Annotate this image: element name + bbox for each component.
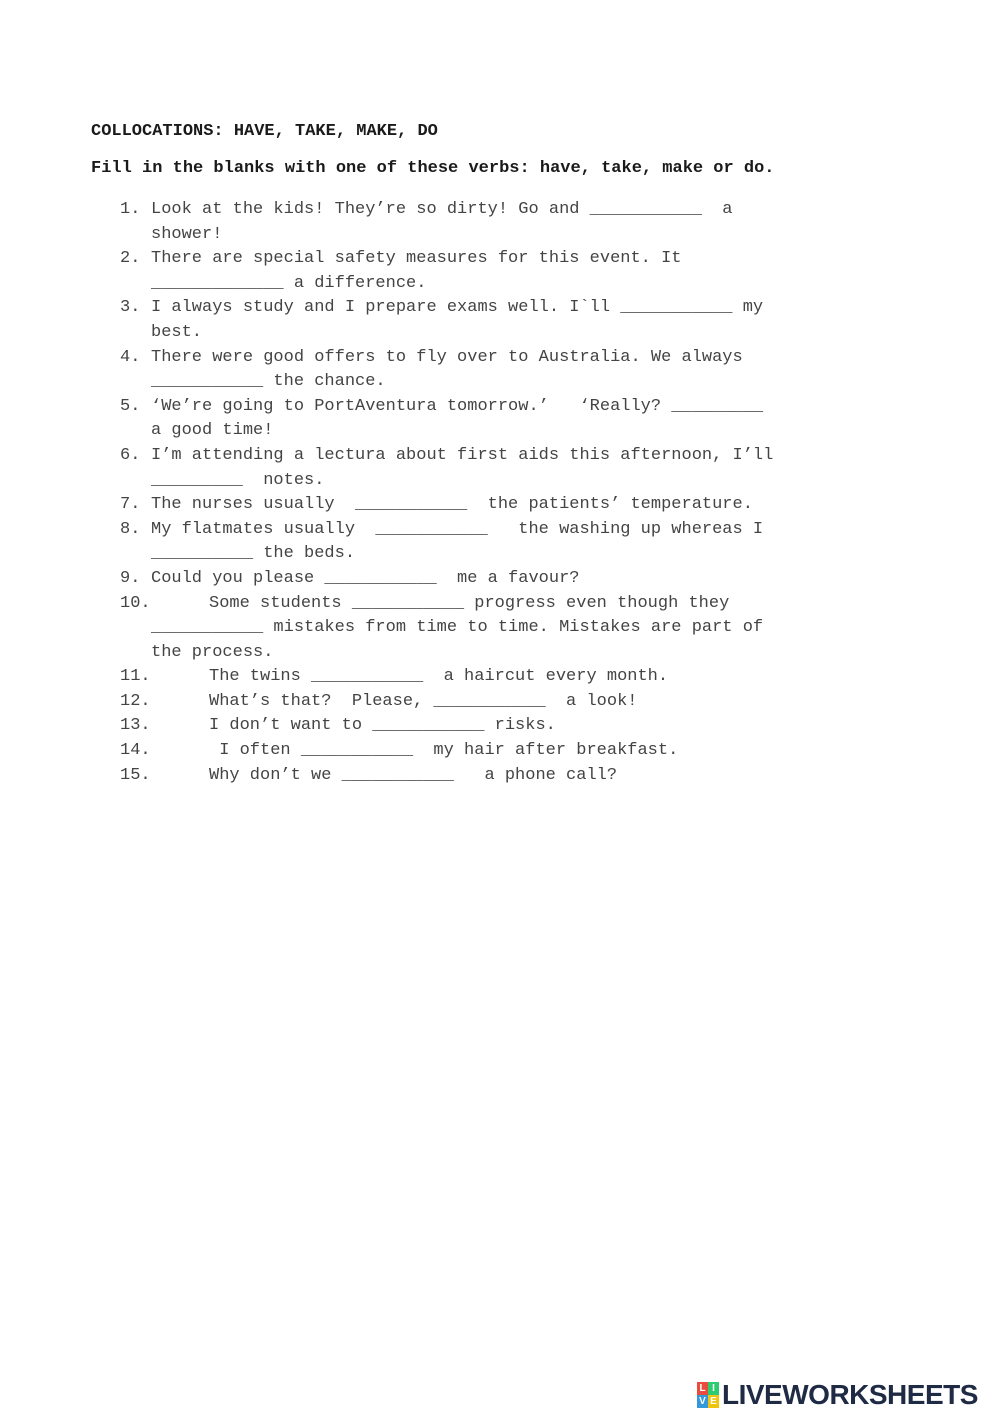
exercise-item	[0, 690, 1000, 715]
exercise-item	[0, 567, 1000, 592]
exercise-text-line: I’m attending a lectura about first aids this afternoon, I’ll	[151, 445, 774, 465]
exercise-item	[0, 493, 1000, 518]
exercise-text-line: I often ___________ my hair after breakfast.	[209, 741, 679, 761]
exercise-text-line: Look at the kids! They’re so dirty! Go and ___________ a	[151, 200, 733, 219]
exercise-number: 5.	[120, 396, 141, 416]
liveworksheets-logo	[697, 1380, 978, 1410]
worksheet-title: COLLOCATIONS: HAVE, TAKE, MAKE, DO	[91, 122, 438, 141]
exercise-item	[0, 714, 1000, 739]
exercise-item	[0, 665, 1000, 690]
exercise-text-line: ___________ mistakes from time to time. Mistakes are part of	[151, 618, 764, 638]
exercise-number: 9.	[120, 568, 141, 588]
exercise-number: 14.	[120, 741, 151, 761]
exercise-number: 7.	[120, 495, 141, 515]
exercise-text-line: The nurses usually ___________ the patients’ temperature.	[151, 495, 753, 515]
exercise-item	[0, 444, 1000, 493]
exercise-text-line: the process.	[151, 642, 274, 662]
worksheet-instruction: Fill in the blanks with one of these verbs: have, take, make or do.	[91, 159, 775, 178]
exercise-text-line: shower!	[151, 224, 223, 244]
exercise-number: 4.	[120, 347, 141, 367]
exercise-number: 13.	[120, 716, 151, 736]
exercise-item	[0, 296, 1000, 345]
exercise-text-line: There are special safety measures for this event. It	[151, 249, 682, 269]
exercise-text-line: What’s that? Please, ___________ a look!	[209, 691, 638, 711]
exercise-item	[0, 198, 1000, 247]
logo-icon-tile: E	[708, 1395, 719, 1408]
exercise-number: 6.	[120, 445, 141, 465]
exercise-number: 11.	[120, 667, 151, 687]
exercise-number: 12.	[120, 691, 151, 711]
exercise-text-line: ‘We’re going to PortAventura tomorrow.’ ‘Really? _________	[151, 396, 764, 416]
exercise-item	[0, 592, 1000, 666]
exercise-list	[0, 198, 1000, 788]
exercise-item	[0, 247, 1000, 296]
logo-icon-tile: L	[697, 1382, 708, 1395]
exercise-text-line: _____________ a difference.	[151, 273, 427, 293]
exercise-text-line: Some students ___________ progress even though they	[209, 593, 730, 613]
exercise-text-line: I always study and I prepare exams well. I`ll ___________ my	[151, 298, 764, 318]
exercise-number: 15.	[120, 765, 151, 785]
logo-icon-tile: I	[708, 1382, 719, 1395]
exercise-item	[0, 518, 1000, 567]
exercise-text-line: Why don’t we ___________ a phone call?	[209, 765, 618, 785]
exercise-text-line: ___________ the chance.	[151, 372, 386, 392]
exercise-text-line: I don’t want to ___________ risks.	[209, 716, 556, 736]
exercise-text-line: best.	[151, 322, 203, 342]
exercise-text-line: My flatmates usually ___________ the washing up whereas I	[151, 519, 764, 539]
exercise-number: 1.	[120, 200, 141, 219]
exercise-item	[0, 739, 1000, 764]
logo-icon-tile: V	[697, 1395, 708, 1408]
liveworksheets-logo-icon	[697, 1382, 719, 1408]
exercise-text-line: __________ the beds.	[151, 544, 356, 564]
exercise-number: 2.	[120, 249, 141, 269]
exercise-item	[0, 395, 1000, 444]
logo-text: LIVEWORKSHEETS	[722, 1379, 978, 1410]
exercise-text-line: a good time!	[151, 421, 274, 441]
exercise-text-line: Could you please ___________ me a favour?	[151, 568, 580, 588]
exercise-text-line: _________ notes.	[151, 470, 325, 490]
exercise-item	[0, 764, 1000, 789]
exercise-item	[0, 346, 1000, 395]
exercise-number: 3.	[120, 298, 141, 318]
exercise-text-line: There were good offers to fly over to Australia. We always	[151, 347, 743, 367]
exercise-number: 8.	[120, 519, 141, 539]
exercise-number: 10.	[120, 593, 151, 613]
exercise-text-line: The twins ___________ a haircut every month.	[209, 667, 669, 687]
